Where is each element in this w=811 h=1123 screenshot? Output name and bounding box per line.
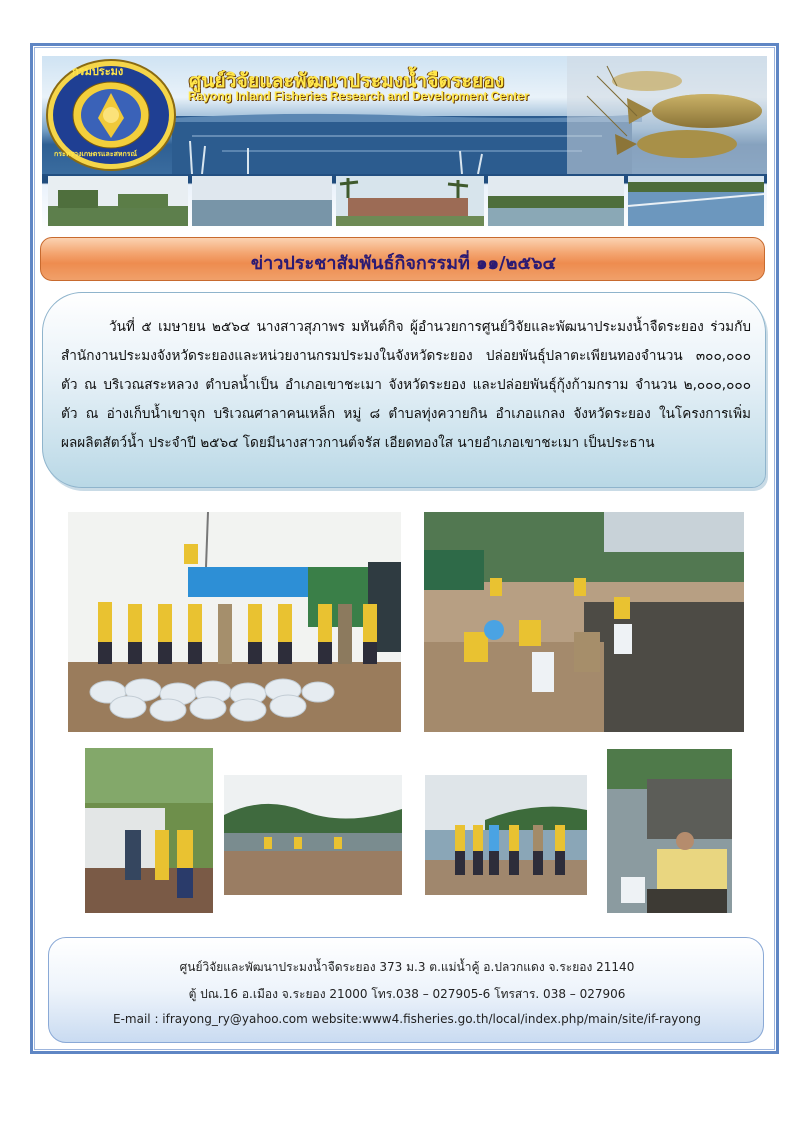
facility-photo-strip xyxy=(48,176,764,226)
footer-email-website: E-mail : ifrayong_ry@yahoo.com website:www4.fisheries.go.th/local/index.php/main/site/if-rayong xyxy=(113,1012,701,1026)
footer-address: ศูนย์วิจัยและพัฒนาประมงน้ำจืดระยอง 373 ม.3 ต.แม่น้ำคู้ อ.ปลวกแดง จ.ระยอง 21140 xyxy=(179,960,635,974)
news-title: ข่าวประชาสัมพันธ์กิจกรรมที่ ๑๑/๒๕๖๔ xyxy=(250,253,557,274)
photo-group-ceremony xyxy=(68,512,401,732)
photo-releasing-fish xyxy=(607,749,732,913)
footer-phone: ตู้ ปณ.16 อ.เมือง จ.ระยอง 21000 โทร.038 – 027905-6 โทรสาร. 038 – 027906 xyxy=(188,987,626,1001)
photo-officials-group xyxy=(425,775,587,895)
photo-lakeshore-release xyxy=(224,775,402,895)
news-body-text xyxy=(61,313,751,458)
center-title-thai: ศูนย์วิจัยและพัฒนาประมงน้ำจืดระยอง xyxy=(189,70,505,92)
logo-top-text: กรมประมง xyxy=(72,65,124,78)
logo-bottom-text: กระทรวงเกษตรและสหกรณ์ xyxy=(54,150,137,158)
contact-footer xyxy=(48,937,764,1043)
photo-truck-handover xyxy=(85,748,213,913)
header-banner xyxy=(42,56,767,232)
news-body-paragraph: วันที่ ๕ เมษายน ๒๕๖๔ นางสาวสุภาพร มหันต์กิจ ผู้อำนวยการศูนย์วิจัยและพัฒนาประมงน้ำจืดระยอง ร่วมกับสำนักงานประมงจังหวัดระยองและหน่วยงานกรมประมงในจังหวัดระยอง ปล่อยพันธุ์ปลาตะเพียนทองจำนวน ๓๐๐,๐๐๐ ตัว ณ บริเวณสระหลวง ตำบลน้ำเป็น อำเภอเขาชะเมา จังหวัดระยอง และปล่อยพันธุ์กุ้งก้ามกราม จำนวน ๒,๐๐๐,๐๐๐ ตัว ณ อ่างเก็บน้ำเขาจุก บริเวณศาลาคนเหล็ก หมู่ ๘ ตำบลทุ่งควายกิน อำเภอแกลง จังหวัดระยอง ในโครงการเพิ่มผลผลิตสัตว์น้ำ ประจำปี ๒๕๖๔ โดยมีนางสาวกานต์จรัส เอียดทองใส นายอำเภอเขาชะเมา เป็นประธาน xyxy=(61,319,751,451)
photo-releasing-shrimp xyxy=(424,512,744,732)
center-title-english: Rayong Inland Fisheries Research and Development Center xyxy=(188,89,529,103)
news-title-bar xyxy=(40,237,765,281)
fish-illustration xyxy=(567,56,767,174)
news-body-box xyxy=(42,292,766,488)
